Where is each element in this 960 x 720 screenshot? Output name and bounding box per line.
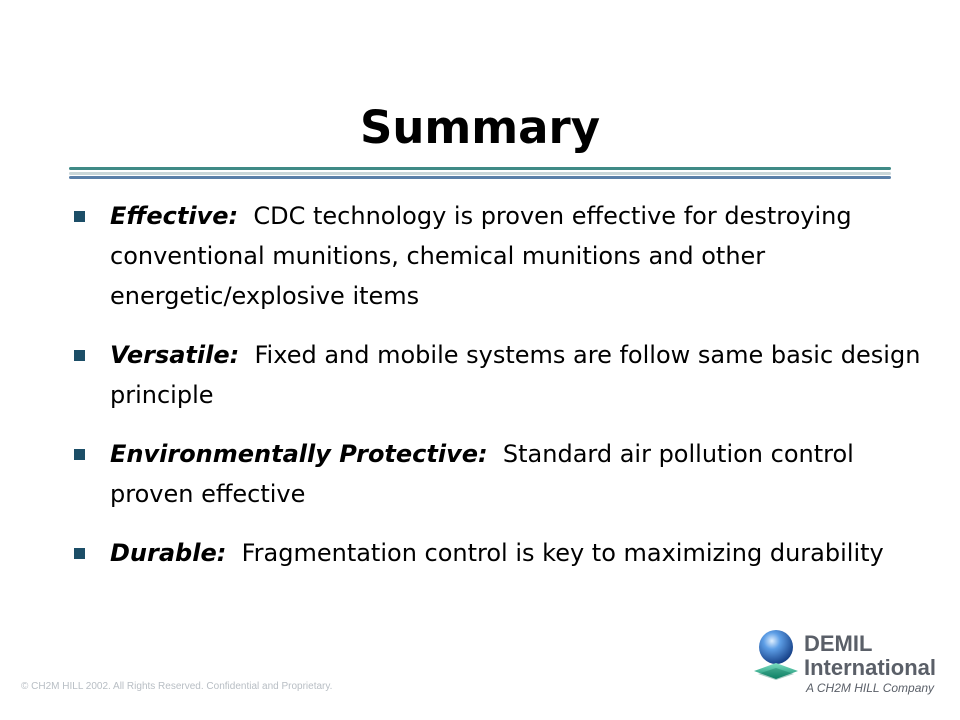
- bullet-text: Fixed and mobile systems are follow same basic design principle: [110, 341, 921, 409]
- slide-title: Summary: [359, 101, 601, 154]
- logo-name-line1: DEMIL: [804, 631, 873, 656]
- footer-copyright: © CH2M HILL 2002. All Rights Reserved. Confidential and Proprietary.: [21, 681, 333, 692]
- divider-line-top: [69, 167, 891, 170]
- divider-line-middle: [69, 172, 891, 175]
- logo-name-line2: International: [804, 655, 937, 680]
- square-bullet-icon: [74, 548, 85, 559]
- bullet-term: Versatile:: [110, 341, 240, 369]
- bullet-text: Standard air pollution control proven effective: [110, 440, 854, 508]
- title-divider: [69, 166, 891, 181]
- bullet-term: Environmentally Protective:: [110, 440, 488, 468]
- logo-tagline: A CH2M HILL Company: [806, 681, 935, 695]
- bullet-term: Durable:: [110, 539, 227, 567]
- bullet-text: CDC technology is proven effective for destroying conventional munitions, chemical munitions and other energetic/explosive items: [110, 202, 852, 310]
- bullet-item-versatile: [72, 335, 922, 415]
- bullet-term: Effective:: [110, 202, 239, 230]
- square-bullet-icon: [74, 211, 85, 222]
- bullet-list: [72, 196, 922, 592]
- bullet-text: Fragmentation control is key to maximizing durability: [241, 539, 884, 567]
- bullet-item-effective: [72, 196, 922, 316]
- square-bullet-icon: [74, 449, 85, 460]
- globe-logo-icon: [752, 627, 802, 701]
- bullet-item-durable: [72, 533, 922, 573]
- bullet-item-environmentally-protective: [72, 434, 922, 514]
- square-bullet-icon: [74, 350, 85, 361]
- company-logo: [752, 627, 937, 703]
- divider-line-bottom: [69, 176, 891, 179]
